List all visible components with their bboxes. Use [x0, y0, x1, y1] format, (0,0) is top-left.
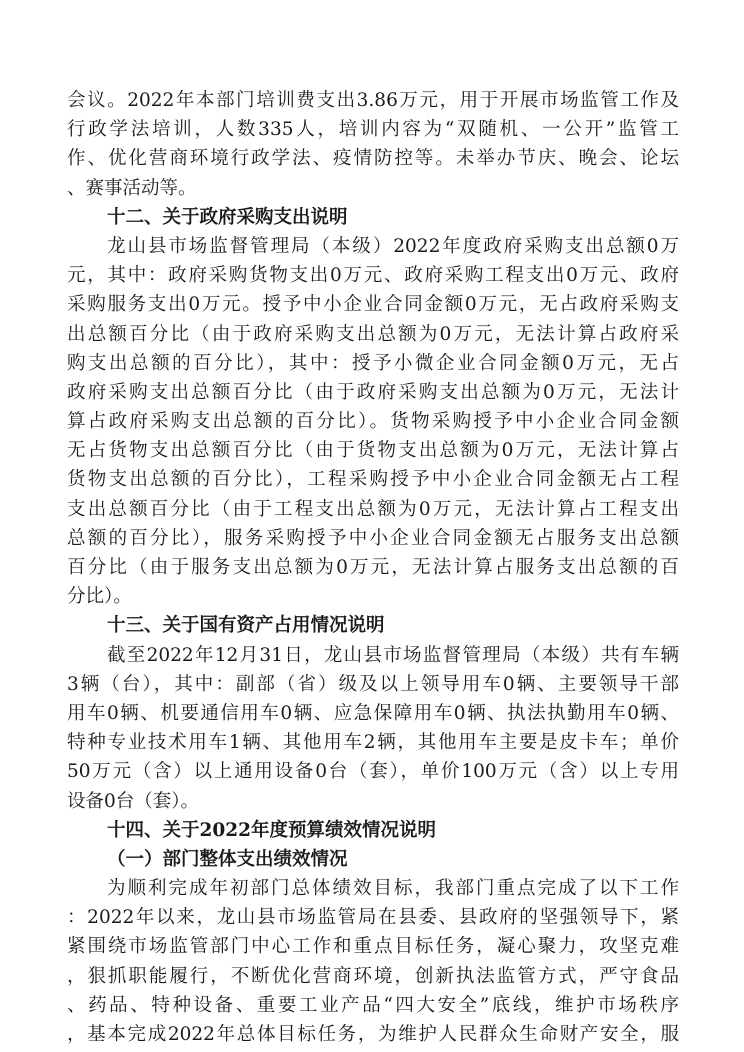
paragraph-last-line: 、赛事活动等。 [67, 177, 197, 199]
paragraph-line: 支出总额百分比（由于工程支出总额为0万元，无法计算占工程支出 [67, 498, 679, 520]
paragraph-line: 元，其中：政府采购货物支出0万元、政府采购工程支出0万元、政府 [67, 265, 679, 287]
paragraph-line: 货物支出总额的百分比），工程采购授予中小企业合同金额无占工程 [67, 469, 679, 491]
paragraph-first-line: 截至2022年12月31日，龙山县市场监督管理局（本级）共有车辆 [107, 644, 679, 666]
paragraph-line: 行政学法培训，人数335人，培训内容为“双随机、一公开”监管工 [67, 119, 679, 141]
paragraph-last-line: 分比）。 [67, 586, 132, 608]
section-heading: 十二、关于政府采购支出说明 [107, 206, 348, 228]
section-heading: 十四、关于2022年度预算绩效情况说明 [107, 819, 436, 841]
paragraph-line: 采购服务支出0万元。授予中小企业合同金额0万元，无占政府采购支 [67, 294, 679, 316]
subsection-heading: （一）部门整体支出绩效情况 [107, 848, 348, 870]
paragraph-line: 作、优化营商环境行政学法、疫情防控等。未举办节庆、晚会、论坛 [67, 148, 679, 170]
paragraph-last-line: 设备0台（套）。 [67, 790, 200, 812]
section-heading: 十三、关于国有资产占用情况说明 [107, 615, 385, 637]
paragraph-line: 紧围绕市场监管部门中心工作和重点目标任务，凝心聚力，攻坚克难 [67, 936, 679, 958]
document-page [67, 86, 679, 1049]
paragraph-line: 3辆（台），其中：副部（省）级及以上领导用车0辆、主要领导干部 [67, 673, 679, 695]
paragraph-line: 无占货物支出总额百分比（由于货物支出总额为0万元，无法计算占 [67, 440, 679, 462]
paragraph-line: 购支出总额的百分比），其中：授予小微企业合同金额0万元，无占 [67, 352, 679, 374]
paragraph-line: ，狠抓职能履行，不断优化营商环境，创新执法监管方式，严守食品 [67, 965, 679, 987]
paragraph-line: 出总额百分比（由于政府采购支出总额为0万元，无法计算占政府采 [67, 323, 679, 345]
paragraph-line: 总额的百分比），服务采购授予中小企业合同金额无占服务支出总额 [67, 527, 679, 549]
paragraph-line: ：2022年以来，龙山县市场监管局在县委、县政府的坚强领导下，紧 [67, 907, 679, 929]
paragraph-line: 特种专业技术用车1辆、其他用车2辆，其他用车主要是皮卡车；单价 [67, 732, 679, 754]
paragraph-line: 50万元（含）以上通用设备0台（套），单价100万元（含）以上专用 [67, 761, 679, 783]
paragraph-line: 算占政府采购支出总额的百分比）。货物采购授予中小企业合同金额 [67, 411, 679, 433]
paragraph-first-line: 龙山县市场监督管理局（本级）2022年度政府采购支出总额0万 [107, 235, 679, 257]
paragraph-line: 百分比（由于服务支出总额为0万元，无法计算占服务支出总额的百 [67, 557, 679, 578]
paragraph-line: ，基本完成2022年总体目标任务，为维护人民群众生命财产安全，服 [67, 1024, 679, 1045]
paragraph-line: 用车0辆、机要通信用车0辆、应急保障用车0辆、执法执勤用车0辆、 [67, 702, 679, 724]
paragraph-line: 、药品、特种设备、重要工业产品“四大安全”底线，维护市场秩序 [67, 994, 679, 1016]
paragraph-line: 会议。2022年本部门培训费支出3.86万元，用于开展市场监管工作及 [67, 90, 679, 111]
paragraph-first-line: 为顺利完成年初部门总体绩效目标，我部门重点完成了以下工作 [107, 878, 679, 900]
paragraph-line: 政府采购支出总额百分比（由于政府采购支出总额为0万元，无法计 [67, 381, 679, 403]
